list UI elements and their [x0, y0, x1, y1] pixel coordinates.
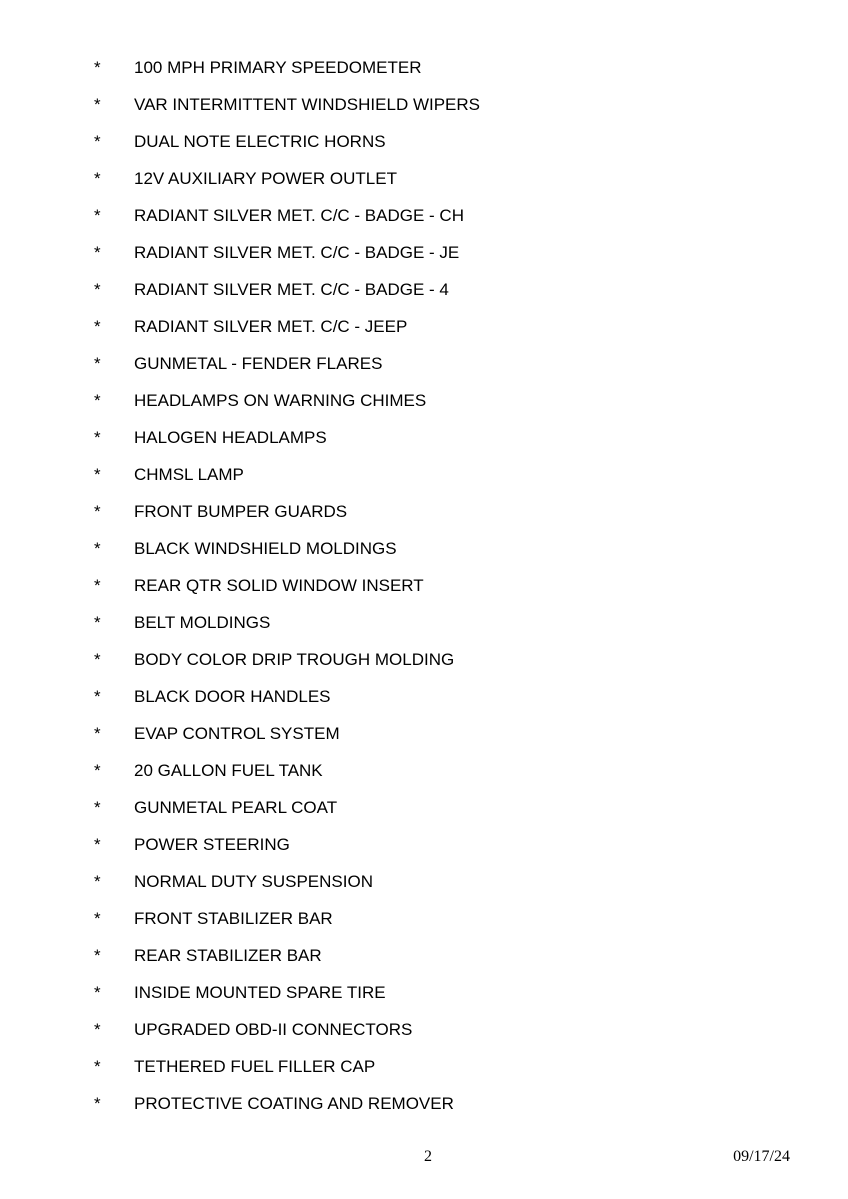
bullet-marker: *	[94, 428, 101, 447]
bullet-marker: *	[94, 243, 101, 262]
feature-list	[0, 57, 848, 1130]
bullet-marker: *	[94, 909, 101, 928]
list-item-text: RADIANT SILVER MET. C/C - BADGE - CH	[134, 206, 464, 225]
list-item-text: 12V AUXILIARY POWER OUTLET	[134, 169, 397, 188]
list-item-text: RADIANT SILVER MET. C/C - JEEP	[134, 317, 408, 336]
list-item	[0, 945, 848, 982]
list-item	[0, 168, 848, 205]
list-item	[0, 723, 848, 760]
list-item-text: PROTECTIVE COATING AND REMOVER	[134, 1094, 454, 1113]
bullet-marker: *	[94, 798, 101, 817]
list-item	[0, 908, 848, 945]
list-item-text: EVAP CONTROL SYSTEM	[134, 724, 340, 743]
list-item-text: BODY COLOR DRIP TROUGH MOLDING	[134, 650, 455, 669]
list-item-text: HALOGEN HEADLAMPS	[134, 428, 327, 447]
bullet-marker: *	[94, 613, 101, 632]
bullet-marker: *	[94, 983, 101, 1002]
bullet-marker: *	[94, 946, 101, 965]
bullet-marker: *	[94, 1020, 101, 1039]
list-item	[0, 279, 848, 316]
list-item-text: HEADLAMPS ON WARNING CHIMES	[134, 391, 427, 410]
list-item	[0, 316, 848, 353]
list-item-text: FRONT BUMPER GUARDS	[134, 502, 348, 521]
bullet-marker: *	[94, 687, 101, 706]
bullet-marker: *	[94, 317, 101, 336]
list-item-text: 100 MPH PRIMARY SPEEDOMETER	[134, 58, 422, 77]
list-item-text: REAR QTR SOLID WINDOW INSERT	[134, 576, 424, 595]
list-item	[0, 797, 848, 834]
bullet-marker: *	[94, 280, 101, 299]
list-item	[0, 982, 848, 1019]
list-item-text: VAR INTERMITTENT WINDSHIELD WIPERS	[134, 95, 481, 114]
bullet-marker: *	[94, 576, 101, 595]
bullet-marker: *	[94, 650, 101, 669]
bullet-marker: *	[94, 132, 101, 151]
list-item	[0, 205, 848, 242]
list-item	[0, 242, 848, 279]
list-item-text: INSIDE MOUNTED SPARE TIRE	[134, 983, 386, 1002]
list-item	[0, 131, 848, 168]
list-item	[0, 94, 848, 131]
list-item	[0, 464, 848, 501]
list-item-text: BELT MOLDINGS	[134, 613, 271, 632]
list-item-text: UPGRADED OBD-II CONNECTORS	[134, 1020, 413, 1039]
list-item	[0, 538, 848, 575]
list-item-text: FRONT STABILIZER BAR	[134, 909, 333, 928]
list-item	[0, 57, 848, 94]
list-item	[0, 834, 848, 871]
list-item-text: 20 GALLON FUEL TANK	[134, 761, 323, 780]
bullet-marker: *	[94, 539, 101, 558]
bullet-marker: *	[94, 169, 101, 188]
list-item	[0, 575, 848, 612]
list-item	[0, 649, 848, 686]
list-item-text: DUAL NOTE ELECTRIC HORNS	[134, 132, 386, 151]
list-item-text: TETHERED FUEL FILLER CAP	[134, 1057, 376, 1076]
bullet-marker: *	[94, 391, 101, 410]
list-item-text: CHMSL LAMP	[134, 465, 244, 484]
list-item-text: POWER STEERING	[134, 835, 290, 854]
page-number: 2	[424, 1148, 432, 1165]
list-item-text: REAR STABILIZER BAR	[134, 946, 322, 965]
list-item-text: NORMAL DUTY SUSPENSION	[134, 872, 373, 891]
list-item	[0, 1019, 848, 1056]
list-item	[0, 760, 848, 797]
list-item	[0, 1093, 848, 1130]
bullet-marker: *	[94, 465, 101, 484]
bullet-marker: *	[94, 354, 101, 373]
list-item	[0, 871, 848, 908]
bullet-marker: *	[94, 835, 101, 854]
list-item-text: GUNMETAL - FENDER FLARES	[134, 354, 383, 373]
bullet-marker: *	[94, 206, 101, 225]
list-item	[0, 353, 848, 390]
bullet-marker: *	[94, 58, 101, 77]
list-item-text: GUNMETAL PEARL COAT	[134, 798, 338, 817]
bullet-marker: *	[94, 724, 101, 743]
list-item	[0, 390, 848, 427]
bullet-marker: *	[94, 872, 101, 891]
list-item	[0, 686, 848, 723]
list-item	[0, 612, 848, 649]
bullet-marker: *	[94, 502, 101, 521]
list-item-text: BLACK DOOR HANDLES	[134, 687, 331, 706]
list-item	[0, 1056, 848, 1093]
bullet-marker: *	[94, 1094, 101, 1113]
bullet-marker: *	[94, 95, 101, 114]
bullet-marker: *	[94, 1057, 101, 1076]
footer-date: 09/17/24	[733, 1148, 790, 1165]
bullet-marker: *	[94, 761, 101, 780]
list-item-text: RADIANT SILVER MET. C/C - BADGE - 4	[134, 280, 449, 299]
list-item-text: RADIANT SILVER MET. C/C - BADGE - JE	[134, 243, 460, 262]
list-item	[0, 427, 848, 464]
list-item	[0, 501, 848, 538]
list-item-text: BLACK WINDSHIELD MOLDINGS	[134, 539, 397, 558]
